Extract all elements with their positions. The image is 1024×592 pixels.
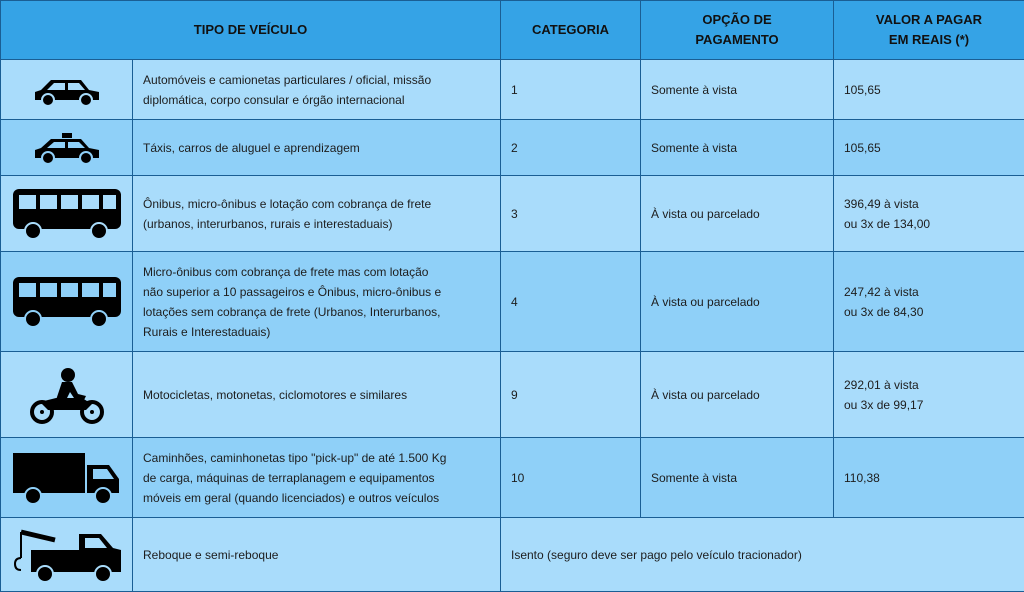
row-categoria: 1 xyxy=(501,60,641,120)
header-tipo: TIPO DE VEÍCULO xyxy=(1,1,501,60)
row-valor: 292,01 à vista ou 3x de 99,17 xyxy=(834,352,1024,438)
row-description: Motocicletas, motonetas, ciclomotores e similares xyxy=(133,352,501,438)
header-categoria: CATEGORIA xyxy=(501,1,641,60)
row-description: Reboque e semi-reboque xyxy=(133,518,501,592)
row-opcao: À vista ou parcelado xyxy=(641,176,834,252)
row-valor: 105,65 xyxy=(834,120,1024,176)
row-valor: 110,38 xyxy=(834,438,1024,518)
row-description: Táxis, carros de aluguel e aprendizagem xyxy=(133,120,501,176)
row-description: Ônibus, micro-ônibus e lotação com cobrança de frete (urbanos, interurbanos, rurais e interestaduais) xyxy=(133,176,501,252)
row-isento: Isento (seguro deve ser pago pelo veículo tracionador) xyxy=(501,518,1024,592)
car-icon xyxy=(1,60,133,120)
table-row xyxy=(1,352,1024,438)
motorcycle-icon xyxy=(1,352,133,438)
taxi-icon xyxy=(1,120,133,176)
tow-truck-icon xyxy=(1,518,133,592)
row-categoria: 4 xyxy=(501,252,641,352)
row-description: Caminhões, caminhonetas tipo "pick-up" de até 1.500 Kg de carga, máquinas de terraplanagem e equipamentos móveis em geral (quando licenciados) e outros veículos xyxy=(133,438,501,518)
row-valor: 247,42 à vista ou 3x de 84,30 xyxy=(834,252,1024,352)
row-valor: 105,65 xyxy=(834,60,1024,120)
table-row xyxy=(1,438,1024,518)
table-row xyxy=(1,60,1024,120)
bus-icon xyxy=(1,252,133,352)
header-valor: VALOR A PAGAR EM REAIS (*) xyxy=(834,1,1024,60)
row-opcao: À vista ou parcelado xyxy=(641,352,834,438)
row-description: Micro-ônibus com cobrança de frete mas com lotação não superior a 10 passageiros e Ônibus, micro-ônibus e lotações sem cobrança de frete (Urbanos, Interurbanos, Rurais e Interestaduais) xyxy=(133,252,501,352)
row-categoria: 2 xyxy=(501,120,641,176)
table-row xyxy=(1,176,1024,252)
row-description: Automóveis e camionetas particulares / oficial, missão diplomática, corpo consular e órgão internacional xyxy=(133,60,501,120)
table-row xyxy=(1,252,1024,352)
header-row xyxy=(1,1,1024,60)
row-opcao: Somente à vista xyxy=(641,120,834,176)
table-row xyxy=(1,518,1024,592)
row-categoria: 9 xyxy=(501,352,641,438)
table-row xyxy=(1,120,1024,176)
row-opcao: À vista ou parcelado xyxy=(641,252,834,352)
row-opcao: Somente à vista xyxy=(641,438,834,518)
bus-icon xyxy=(1,176,133,252)
truck-icon xyxy=(1,438,133,518)
row-valor: 396,49 à vista ou 3x de 134,00 xyxy=(834,176,1024,252)
row-categoria: 10 xyxy=(501,438,641,518)
row-opcao: Somente à vista xyxy=(641,60,834,120)
row-categoria: 3 xyxy=(501,176,641,252)
header-opcao: OPÇÃO DE PAGAMENTO xyxy=(641,1,834,60)
